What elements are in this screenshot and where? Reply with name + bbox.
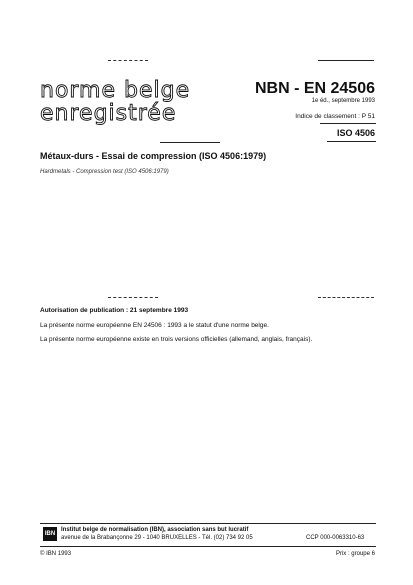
document-subtitle: Hardmetals - Compression test (ISO 4506:1979) bbox=[40, 169, 169, 175]
brand-line-1: norme belge bbox=[40, 78, 191, 103]
standard-number: NBN - EN 24506 bbox=[254, 80, 375, 97]
top-rule-right bbox=[318, 60, 374, 61]
publication-authorization: Autorisation de publication : 21 septembre 1993 bbox=[40, 307, 189, 314]
edition-date: 1e éd., septembre 1993 bbox=[311, 98, 375, 104]
footer-account: CCP 000-0063310-63 bbox=[306, 535, 365, 541]
footer-copyright: © IBN 1993 bbox=[40, 551, 72, 557]
mid-rule-left bbox=[160, 142, 220, 143]
mid-rule-right bbox=[320, 123, 376, 124]
iso-rule bbox=[327, 141, 376, 142]
top-rule-left bbox=[108, 60, 148, 61]
footer-rule bbox=[40, 523, 376, 524]
footer-address: avenue de la Brabançonne 29 - 1040 BRUXELLES - Tél. (02) 734 92 05 bbox=[61, 535, 253, 541]
footer-institute: Institut belge de normalisation (IBN), association sans but lucratif bbox=[61, 527, 249, 533]
document-title: Métaux-durs - Essai de compression (ISO 4506:1979) bbox=[40, 151, 267, 161]
footer-price: Prix : groupe 6 bbox=[335, 551, 375, 557]
classification-index: Indice de classement : P 51 bbox=[295, 113, 375, 120]
iso-reference: ISO 4506 bbox=[336, 128, 375, 138]
publication-versions: La présente norme européenne existe en trois versions officielles (allemand, anglais, français). bbox=[40, 336, 313, 343]
footer-bottom-rule bbox=[40, 546, 376, 547]
publication-rule-left bbox=[108, 297, 158, 298]
publication-rule-right bbox=[318, 297, 374, 298]
publication-status: La présente norme européenne EN 24506 : 1993 a le statut d'une norme belge. bbox=[40, 322, 269, 329]
ibn-logo-icon: IBN bbox=[43, 527, 57, 541]
brand-line-2: enregistrée bbox=[40, 101, 177, 126]
